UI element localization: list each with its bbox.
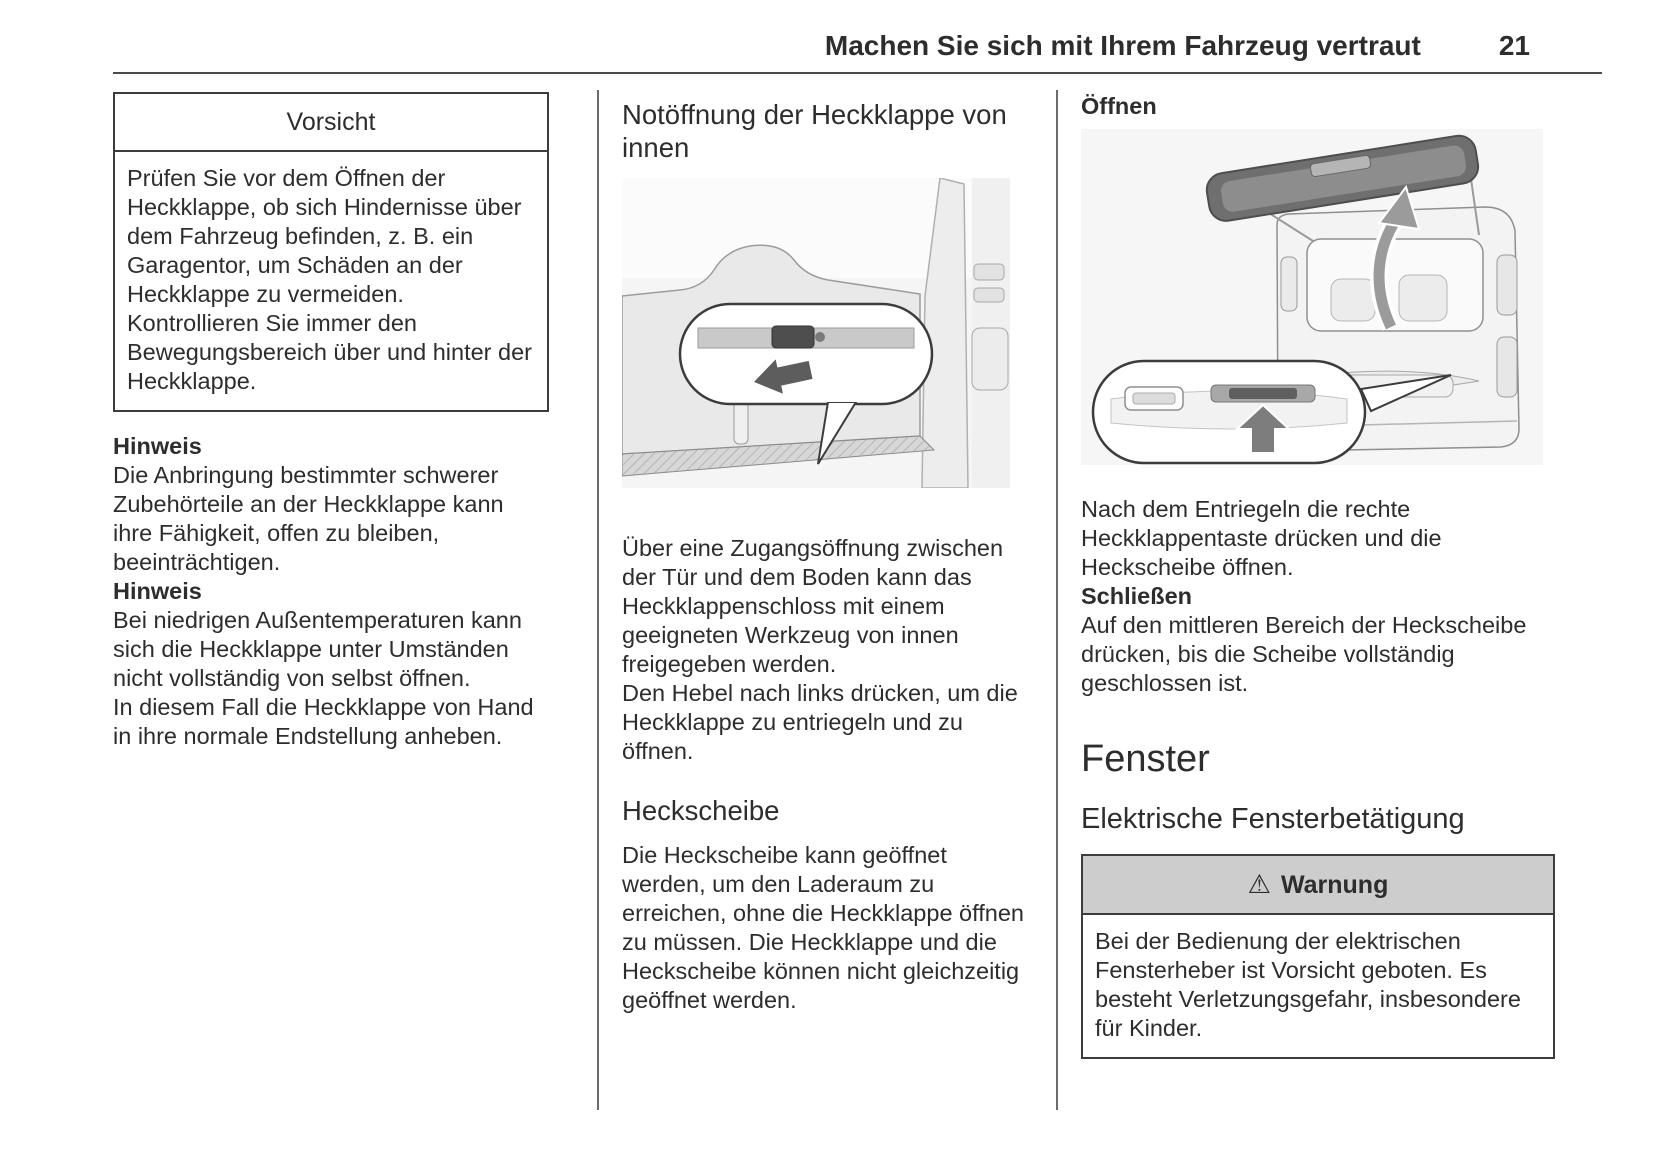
column-right xyxy=(1081,92,1555,1059)
headrest xyxy=(1331,279,1375,321)
note-text: Bei niedrigen Außentemperaturen kann sich die Heckklappe unter Umständen nicht vollständig von selbst öffnen. xyxy=(113,607,522,691)
warning-box-body: Bei der Bedienung der elektrischen Fensterheber ist Vorsicht geboten. Es besteht Verletzungsgefahr, insbesondere für Kinder. xyxy=(1095,928,1521,1041)
subsection-heading-fensterbetaetigung: Elektrische Fensterbetätigung xyxy=(1081,803,1465,835)
taillight-right-lower xyxy=(1497,337,1517,397)
headrest xyxy=(1399,275,1447,321)
page-header xyxy=(113,30,1602,74)
caution-box-body: Prüfen Sie vor dem Öffnen der Heckklappe, ob sich Hindernisse über dem Fahrzeug befinden, z. B. ein Garagentor, um Schäden an der Heckklappe zu vermeiden. Kontrollieren Sie immer den Bewegungsbereich über und hinter der Heckklappe. xyxy=(127,165,532,394)
tailgate-button xyxy=(1229,388,1297,399)
open-label: Öffnen xyxy=(1081,93,1157,119)
warning-box-title xyxy=(1083,856,1553,915)
caution-box xyxy=(113,92,549,412)
close-label: Schließen xyxy=(1081,583,1193,609)
note-label: Hinweis xyxy=(113,578,202,604)
caution-box-title: Vorsicht xyxy=(115,94,547,152)
body-text: Die Heckscheibe kann geöffnet werden, um den Laderaum zu erreichen, ohne die Heckklappe öffnen zu müssen. Die Heckklappe und die Heckscheibe können nicht gleichzeitig geöffnet werden. xyxy=(622,842,1024,1013)
column-middle xyxy=(622,92,1036,1015)
page-number: 21 xyxy=(1498,30,1530,61)
rear-window-open-illustration xyxy=(1081,129,1543,465)
note-label: Hinweis xyxy=(113,433,202,459)
taillight-left xyxy=(1281,257,1297,311)
body-text: Den Hebel nach links drücken, um die Heckklappe zu entriegeln und zu öffnen. xyxy=(622,680,1018,764)
subheading-heckscheibe: Heckscheibe xyxy=(622,795,780,826)
body-text: Auf den mittleren Bereich der Heckscheibe drücken, bis die Scheibe vollständig geschlossen ist. xyxy=(1081,612,1527,696)
column-divider-left xyxy=(597,90,599,1110)
section-heading-fenster: Fenster xyxy=(1081,738,1210,780)
column-divider-right xyxy=(1056,90,1058,1110)
taillight-right-upper xyxy=(1497,255,1517,315)
release-lever xyxy=(772,326,814,348)
warning-triangle-icon: ⚠ xyxy=(1247,869,1271,899)
body-text: Über eine Zugangsöffnung zwischen der Tür und dem Boden kann das Heckklappenschloss mit einem geeigneten Werkzeug von innen freigegeben werden. xyxy=(622,535,1004,677)
column-left xyxy=(113,92,549,751)
warning-title-text: Warnung xyxy=(1280,871,1389,899)
section-heading-notoeffnung: Notöffnung der Heckklappe von innen xyxy=(622,99,1007,163)
warning-box xyxy=(1081,854,1555,1059)
note-text: Die Anbringung bestimmter schwerer Zubehörteile an der Heckklappe kann ihre Fähigkeit, offen zu bleiben, beeinträchtigen. xyxy=(113,462,504,575)
page-header-title: Machen Sie sich mit Ihrem Fahrzeug vertraut xyxy=(824,30,1421,61)
body-text: Nach dem Entriegeln die rechte Heckklappentaste drücken und die Heckscheibe öffnen. xyxy=(1081,496,1442,580)
tailgate-release-illustration xyxy=(622,178,1010,488)
note-text: In diesem Fall die Heckklappe von Hand in ihre normale Endstellung anheben. xyxy=(113,694,534,749)
